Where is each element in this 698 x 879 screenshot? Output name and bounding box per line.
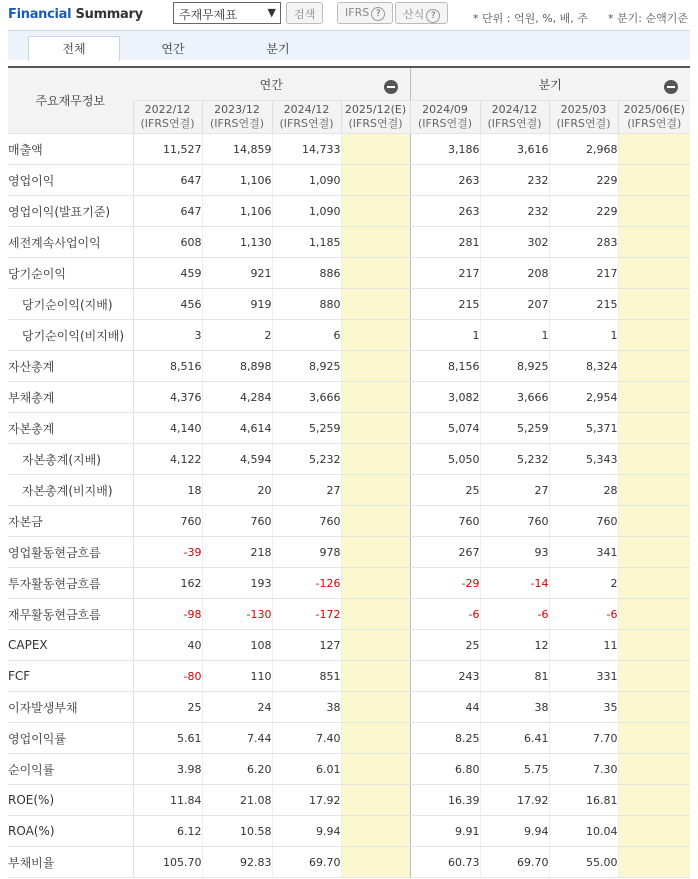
- value-cell: 217: [549, 258, 618, 289]
- period-header: [133, 101, 202, 134]
- value-cell: 108: [202, 630, 272, 661]
- value-cell: 6.80: [410, 754, 480, 785]
- value-cell: -98: [133, 599, 202, 630]
- period-basis: (IFRS연결): [487, 117, 542, 130]
- estimate-cell: [618, 537, 690, 568]
- value-cell: 18: [133, 475, 202, 506]
- estimate-cell: [618, 692, 690, 723]
- row-label: 자산총계: [8, 351, 133, 382]
- row-label: CAPEX: [8, 630, 133, 661]
- period-header: [480, 101, 549, 134]
- help-icon: ?: [371, 7, 385, 21]
- estimate-cell: [341, 816, 410, 847]
- value-cell: 127: [272, 630, 341, 661]
- period-header: [341, 101, 410, 134]
- value-cell: 921: [202, 258, 272, 289]
- value-cell: 2: [202, 320, 272, 351]
- table-row: [8, 320, 690, 351]
- value-cell: 6.01: [272, 754, 341, 785]
- period-date: 2023/12: [214, 103, 260, 116]
- row-label: 세전계속사업이익: [8, 227, 133, 258]
- value-cell: 232: [480, 196, 549, 227]
- unit-note: * 단위 : 억원, %, 배, 주: [473, 12, 588, 25]
- top-bar: [0, 0, 698, 30]
- value-cell: 760: [272, 506, 341, 537]
- value-cell: 8,925: [480, 351, 549, 382]
- estimate-cell: [618, 723, 690, 754]
- period-date: 2022/12: [144, 103, 191, 116]
- table-row: [8, 134, 690, 165]
- value-cell: 38: [480, 692, 549, 723]
- row-label: 투자활동현금흐름: [8, 568, 133, 599]
- row-label: 영업이익(발표기준): [8, 196, 133, 227]
- chevron-down-icon: ▼: [267, 6, 276, 19]
- formula-help-button[interactable]: [395, 2, 448, 24]
- value-cell: 25: [410, 630, 480, 661]
- value-cell: -39: [133, 537, 202, 568]
- estimate-cell: [341, 754, 410, 785]
- value-cell: 4,122: [133, 444, 202, 475]
- value-cell: 1,185: [272, 227, 341, 258]
- value-cell: 92.83: [202, 847, 272, 878]
- value-cell: 60.73: [410, 847, 480, 878]
- table-row: [8, 568, 690, 599]
- estimate-cell: [618, 506, 690, 537]
- table-row: [8, 165, 690, 196]
- value-cell: -80: [133, 661, 202, 692]
- value-cell: 2: [549, 568, 618, 599]
- period-header: [202, 101, 272, 134]
- value-cell: 69.70: [272, 847, 341, 878]
- table-row: [8, 444, 690, 475]
- table-row: [8, 506, 690, 537]
- period-basis: (IFRS연결): [348, 117, 403, 130]
- annual-group-label: 연간: [259, 77, 283, 92]
- value-cell: 215: [549, 289, 618, 320]
- value-cell: 6: [272, 320, 341, 351]
- value-cell: 232: [480, 165, 549, 196]
- estimate-cell: [341, 847, 410, 878]
- table-row: [8, 196, 690, 227]
- row-label: 영업이익률: [8, 723, 133, 754]
- table-row: [8, 537, 690, 568]
- estimate-cell: [341, 599, 410, 630]
- period-date: 2025/03: [560, 103, 607, 116]
- estimate-cell: [618, 785, 690, 816]
- estimate-cell: [341, 692, 410, 723]
- value-cell: 4,614: [202, 413, 272, 444]
- period-basis: (IFRS연결): [279, 117, 334, 130]
- value-cell: 760: [480, 506, 549, 537]
- row-label: ROE(%): [8, 785, 133, 816]
- value-cell: 880: [272, 289, 341, 320]
- estimate-cell: [341, 506, 410, 537]
- estimate-cell: [341, 134, 410, 165]
- value-cell: 17.92: [480, 785, 549, 816]
- value-cell: -6: [549, 599, 618, 630]
- row-label: 영업활동현금흐름: [8, 537, 133, 568]
- value-cell: 11.84: [133, 785, 202, 816]
- estimate-cell: [341, 258, 410, 289]
- period-basis: (IFRS연결): [417, 117, 473, 130]
- row-label: 자본금: [8, 506, 133, 537]
- table-row: [8, 227, 690, 258]
- value-cell: 5,232: [272, 444, 341, 475]
- period-date: 2024/12: [283, 103, 330, 116]
- quarter-group-label: 분기: [538, 77, 562, 92]
- row-label: 부채총계: [8, 382, 133, 413]
- value-cell: 1,090: [272, 196, 341, 227]
- row-label: 매출액: [8, 134, 133, 165]
- search-button[interactable]: [286, 2, 323, 24]
- value-cell: 218: [202, 537, 272, 568]
- value-cell: 5.75: [480, 754, 549, 785]
- page-title: [8, 7, 143, 22]
- period-header: [410, 101, 480, 134]
- value-cell: 281: [410, 227, 480, 258]
- estimate-cell: [618, 816, 690, 847]
- value-cell: 10.58: [202, 816, 272, 847]
- value-cell: 3,666: [480, 382, 549, 413]
- row-header: 주요재무정보: [8, 67, 133, 134]
- period-basis: (IFRS연결): [140, 117, 195, 130]
- value-cell: 1: [410, 320, 480, 351]
- table-row: [8, 258, 690, 289]
- formula-label: 산식: [403, 8, 425, 21]
- value-cell: 1: [480, 320, 549, 351]
- period-header: [272, 101, 341, 134]
- value-cell: 193: [202, 568, 272, 599]
- value-cell: 8,925: [272, 351, 341, 382]
- table-row: [8, 475, 690, 506]
- estimate-cell: [341, 196, 410, 227]
- table-row: [8, 754, 690, 785]
- estimate-cell: [618, 258, 690, 289]
- value-cell: 302: [480, 227, 549, 258]
- value-cell: 267: [410, 537, 480, 568]
- period-header: [618, 101, 690, 134]
- value-cell: 3,186: [410, 134, 480, 165]
- table-row: [8, 692, 690, 723]
- estimate-cell: [618, 661, 690, 692]
- value-cell: -6: [410, 599, 480, 630]
- value-cell: 5,371: [549, 413, 618, 444]
- value-cell: 162: [133, 568, 202, 599]
- estimate-cell: [341, 568, 410, 599]
- table-row: [8, 847, 690, 878]
- value-cell: 229: [549, 165, 618, 196]
- estimate-cell: [341, 413, 410, 444]
- period-basis: (IFRS연결): [209, 117, 265, 130]
- estimate-cell: [341, 661, 410, 692]
- select-value: 주재무제표: [179, 8, 237, 22]
- table-row: [8, 599, 690, 630]
- value-cell: 28: [549, 475, 618, 506]
- table-row: [8, 816, 690, 847]
- value-cell: 647: [133, 196, 202, 227]
- period-date: 2025/06(E): [623, 103, 685, 116]
- row-label: 순이익률: [8, 754, 133, 785]
- estimate-cell: [341, 785, 410, 816]
- value-cell: 2,968: [549, 134, 618, 165]
- value-cell: 7.44: [202, 723, 272, 754]
- help-icon: ?: [426, 9, 440, 23]
- value-cell: 5,050: [410, 444, 480, 475]
- row-label: 당기순이익(지배): [8, 289, 133, 320]
- value-cell: 760: [549, 506, 618, 537]
- table-row: [8, 382, 690, 413]
- value-cell: 6.12: [133, 816, 202, 847]
- value-cell: 105.70: [133, 847, 202, 878]
- value-cell: 263: [410, 196, 480, 227]
- value-cell: 5.61: [133, 723, 202, 754]
- value-cell: 283: [549, 227, 618, 258]
- value-cell: 1: [549, 320, 618, 351]
- value-cell: -29: [410, 568, 480, 599]
- value-cell: 207: [480, 289, 549, 320]
- value-cell: 229: [549, 196, 618, 227]
- estimate-cell: [618, 134, 690, 165]
- estimate-cell: [618, 289, 690, 320]
- value-cell: 8,324: [549, 351, 618, 382]
- estimate-cell: [618, 475, 690, 506]
- estimate-cell: [618, 444, 690, 475]
- value-cell: 263: [410, 165, 480, 196]
- estimate-cell: [618, 351, 690, 382]
- row-label: 이자발생부채: [8, 692, 133, 723]
- value-cell: -14: [480, 568, 549, 599]
- value-cell: 5,343: [549, 444, 618, 475]
- value-cell: 3: [133, 320, 202, 351]
- table-row: [8, 785, 690, 816]
- value-cell: -6: [480, 599, 549, 630]
- value-cell: 3,082: [410, 382, 480, 413]
- value-cell: 8,898: [202, 351, 272, 382]
- financial-summary-table: [8, 66, 690, 878]
- value-cell: -130: [202, 599, 272, 630]
- row-label: 영업이익: [8, 165, 133, 196]
- estimate-cell: [618, 320, 690, 351]
- value-cell: 208: [480, 258, 549, 289]
- value-cell: 217: [410, 258, 480, 289]
- value-cell: 341: [549, 537, 618, 568]
- value-cell: 3.98: [133, 754, 202, 785]
- estimate-cell: [618, 382, 690, 413]
- table-row: [8, 413, 690, 444]
- value-cell: 11: [549, 630, 618, 661]
- value-cell: 21.08: [202, 785, 272, 816]
- row-label: 부채비율: [8, 847, 133, 878]
- value-cell: 1,106: [202, 196, 272, 227]
- tab-annual[interactable]: 연간: [161, 42, 185, 56]
- table-row: [8, 723, 690, 754]
- tab-bar: [8, 30, 690, 60]
- estimate-cell: [341, 289, 410, 320]
- search-button-label: 검색: [294, 8, 316, 21]
- value-cell: 6.41: [480, 723, 549, 754]
- period-basis: (IFRS연결): [627, 117, 682, 130]
- estimate-cell: [341, 630, 410, 661]
- value-cell: 243: [410, 661, 480, 692]
- value-cell: 40: [133, 630, 202, 661]
- collapse-icon[interactable]: [664, 80, 678, 94]
- value-cell: 11,527: [133, 134, 202, 165]
- estimate-cell: [341, 320, 410, 351]
- annual-group-header: [133, 67, 410, 101]
- value-cell: 5,074: [410, 413, 480, 444]
- value-cell: 24: [202, 692, 272, 723]
- period-date: 2024/09: [422, 103, 468, 116]
- period-date: 2024/12: [491, 103, 538, 116]
- period-header: [549, 101, 618, 134]
- value-cell: 5,259: [480, 413, 549, 444]
- value-cell: 17.92: [272, 785, 341, 816]
- value-cell: 1,106: [202, 165, 272, 196]
- estimate-cell: [618, 196, 690, 227]
- value-cell: 110: [202, 661, 272, 692]
- title-part-2: Summary: [75, 7, 143, 22]
- estimate-cell: [618, 165, 690, 196]
- table-row: [8, 351, 690, 382]
- estimate-cell: [618, 754, 690, 785]
- value-cell: 1,130: [202, 227, 272, 258]
- value-cell: 4,376: [133, 382, 202, 413]
- row-label: 자본총계(비지배): [8, 475, 133, 506]
- quarter-group-header: [410, 67, 690, 101]
- value-cell: 9.91: [410, 816, 480, 847]
- value-cell: 3,616: [480, 134, 549, 165]
- estimate-cell: [341, 537, 410, 568]
- estimate-cell: [341, 444, 410, 475]
- value-cell: 16.81: [549, 785, 618, 816]
- value-cell: 93: [480, 537, 549, 568]
- value-cell: 55.00: [549, 847, 618, 878]
- value-cell: 7.70: [549, 723, 618, 754]
- collapse-icon[interactable]: [384, 80, 398, 94]
- value-cell: 69.70: [480, 847, 549, 878]
- value-cell: 4,284: [202, 382, 272, 413]
- value-cell: 215: [410, 289, 480, 320]
- table-row: [8, 661, 690, 692]
- estimate-cell: [618, 568, 690, 599]
- value-cell: 27: [480, 475, 549, 506]
- value-cell: 14,859: [202, 134, 272, 165]
- estimate-cell: [341, 351, 410, 382]
- value-cell: 760: [410, 506, 480, 537]
- value-cell: 760: [133, 506, 202, 537]
- value-cell: 10.04: [549, 816, 618, 847]
- estimate-cell: [618, 599, 690, 630]
- estimate-cell: [341, 165, 410, 196]
- value-cell: 7.40: [272, 723, 341, 754]
- row-label: 재무활동현금흐름: [8, 599, 133, 630]
- estimate-cell: [618, 413, 690, 444]
- value-cell: 459: [133, 258, 202, 289]
- value-cell: -126: [272, 568, 341, 599]
- value-cell: 919: [202, 289, 272, 320]
- value-cell: 456: [133, 289, 202, 320]
- value-cell: 12: [480, 630, 549, 661]
- value-cell: 2,954: [549, 382, 618, 413]
- period-basis: (IFRS연결): [556, 117, 611, 130]
- value-cell: 647: [133, 165, 202, 196]
- ifrs-help-button[interactable]: [337, 2, 393, 24]
- value-cell: 7.30: [549, 754, 618, 785]
- value-cell: 3,666: [272, 382, 341, 413]
- value-cell: 81: [480, 661, 549, 692]
- value-cell: 4,594: [202, 444, 272, 475]
- value-cell: 886: [272, 258, 341, 289]
- value-cell: 35: [549, 692, 618, 723]
- table-row: [8, 630, 690, 661]
- row-label: 자본총계(지배): [8, 444, 133, 475]
- value-cell: 5,232: [480, 444, 549, 475]
- statement-type-select[interactable]: [173, 2, 281, 24]
- value-cell: 8,156: [410, 351, 480, 382]
- period-date: 2025/12(E): [344, 103, 407, 116]
- estimate-cell: [341, 227, 410, 258]
- value-cell: 1,090: [272, 165, 341, 196]
- value-cell: 38: [272, 692, 341, 723]
- value-cell: 44: [410, 692, 480, 723]
- value-cell: 8,516: [133, 351, 202, 382]
- row-label: FCF: [8, 661, 133, 692]
- value-cell: 8.25: [410, 723, 480, 754]
- row-label: ROA(%): [8, 816, 133, 847]
- value-cell: 4,140: [133, 413, 202, 444]
- table-body: [8, 134, 690, 878]
- value-cell: 20: [202, 475, 272, 506]
- value-cell: 9.94: [272, 816, 341, 847]
- estimate-cell: [618, 847, 690, 878]
- estimate-cell: [341, 723, 410, 754]
- estimate-cell: [341, 475, 410, 506]
- value-cell: 25: [133, 692, 202, 723]
- title-part-1: Financial: [8, 7, 72, 22]
- period-note: * 분기: 순액기준: [608, 12, 688, 25]
- estimate-cell: [341, 382, 410, 413]
- row-label: 자본총계: [8, 413, 133, 444]
- row-label: 당기순이익: [8, 258, 133, 289]
- value-cell: 6.20: [202, 754, 272, 785]
- value-cell: -172: [272, 599, 341, 630]
- tab-quarter[interactable]: 분기: [266, 42, 290, 56]
- value-cell: 16.39: [410, 785, 480, 816]
- value-cell: 5,259: [272, 413, 341, 444]
- value-cell: 608: [133, 227, 202, 258]
- value-cell: 760: [202, 506, 272, 537]
- value-cell: 331: [549, 661, 618, 692]
- value-cell: 27: [272, 475, 341, 506]
- table-row: [8, 289, 690, 320]
- value-cell: 25: [410, 475, 480, 506]
- row-label: 당기순이익(비지배): [8, 320, 133, 351]
- ifrs-label: IFRS: [345, 6, 370, 19]
- value-cell: 14,733: [272, 134, 341, 165]
- value-cell: 851: [272, 661, 341, 692]
- estimate-cell: [618, 227, 690, 258]
- value-cell: 9.94: [480, 816, 549, 847]
- value-cell: 978: [272, 537, 341, 568]
- tab-all[interactable]: 전체: [28, 36, 120, 61]
- estimate-cell: [618, 630, 690, 661]
